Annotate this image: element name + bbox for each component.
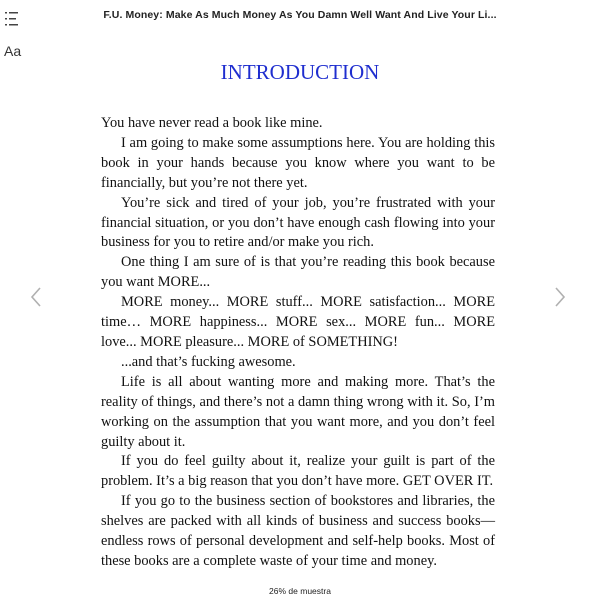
paragraph: If you do feel guilty about it, realize your guilt is part of the problem. It’s a big reason that you don’t have more. GET OVER IT. (101, 453, 495, 490)
paragraph: ...and that’s fucking awesome. (121, 353, 296, 370)
book-text (101, 114, 495, 572)
chevron-right-icon (553, 287, 567, 307)
paragraph: I am going to make some assumptions here. You are holding this book in your hands because you know where you want to be financially, but you’re not there yet. (101, 134, 495, 191)
chapter-title: INTRODUCTION (220, 60, 380, 84)
font-settings-button[interactable]: Aa (4, 43, 22, 59)
paragraph: You’re sick and tired of your job, you’re frustrated with your financial situation, or you don’t have enough cash flowing into your business for you to retire and/or make you rich. (101, 194, 495, 251)
paragraph: MORE money... MORE stuff... MORE satisfaction... MORE time… MORE happiness... MORE sex... MORE fun... MORE love... MORE pleasure... MORE of SOMETHING! (101, 294, 495, 350)
reading-progress: 26% de muestra (269, 586, 331, 596)
paragraph: You have never read a book like mine. (101, 115, 323, 131)
chevron-left-icon (29, 287, 43, 307)
previous-page-button[interactable] (29, 287, 43, 307)
next-page-button[interactable] (553, 287, 567, 307)
book-title: F.U. Money: Make As Much Money As You Damn Well Want And Live Your Li... (103, 9, 497, 21)
paragraph: One thing I am sure of is that you’re reading this book because you want MORE... (101, 254, 495, 291)
paragraph: Life is all about wanting more and making more. That’s the reality of things, and there’s not a damn thing wrong with it. So, I’m working on the assumption that you want more, and you don’t feel guilty about it. (101, 373, 495, 450)
paragraph: If you go to the business section of bookstores and libraries, the shelves are packed with all kinds of business and success books—endless rows of personal development and self-help books. Most of these books are a complete waste of your time and money. (101, 493, 495, 569)
